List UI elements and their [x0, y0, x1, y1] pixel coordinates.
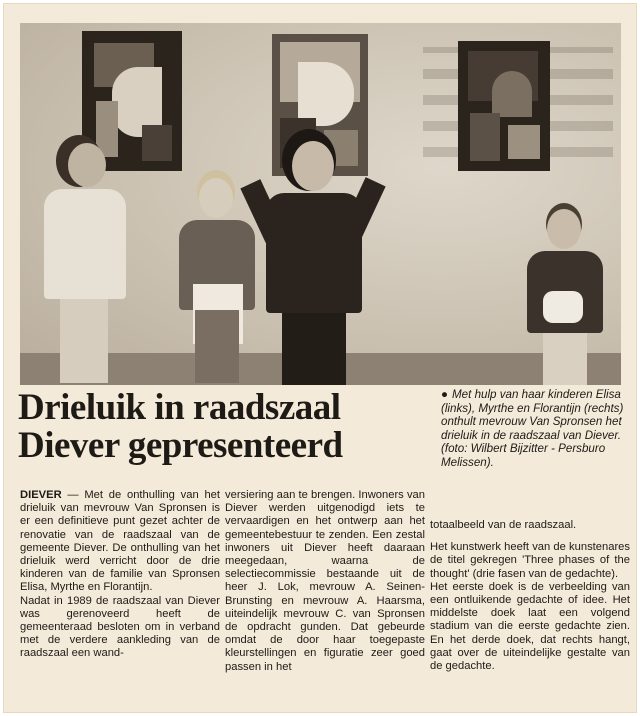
headline-line-2: Diever gepresenteerd — [18, 425, 343, 466]
painting-right — [458, 41, 550, 171]
article-column-3 — [430, 519, 630, 673]
person-head — [292, 141, 334, 191]
person-paper — [543, 291, 583, 323]
person-legs — [195, 310, 239, 383]
person-florantijn — [525, 209, 605, 385]
person-myrthe — [175, 178, 260, 383]
article-paragraph: totaalbeeld van de raadszaal. — [430, 519, 577, 531]
painting-shape — [492, 71, 532, 117]
painting-shape — [508, 125, 540, 159]
article-column-1 — [20, 489, 220, 661]
person-legs — [60, 299, 108, 383]
dateline: DIEVER — [20, 489, 62, 501]
article-photo — [20, 23, 621, 385]
photo-caption — [441, 388, 631, 469]
article-paragraph: versiering aan te brengen. Inwoners van Diever werden uitgenodigd iets te vervaardigen en het ontwerp aan het gemeentebestuur te zenden. Een zestal inwoners uit Diever heeft daaraan meegedaan, waarna de selectiecommissie bestaande uit de heer J. Lok, mevrouw A. Seinen-Brunsting en mevrouw A. Haarsma, uiteindelijk mevrouw C. van Spronsen de opdracht gunden. Dat gebeurde omdat de door haar toegepaste kleurstellingen en figuratie zeer goed passen in het — [225, 489, 425, 673]
painting-shape — [142, 125, 172, 161]
headline-line-1: Drieluik in raadszaal — [18, 387, 341, 428]
article-paragraph: Het kunstwerk heeft van de kunstenares de titel gekregen 'Three phases of the thought' (drie fasen van de gedachte). — [430, 541, 630, 580]
person-legs — [282, 313, 346, 385]
painting-shape — [470, 113, 500, 161]
newspaper-clipping — [3, 3, 637, 713]
article-paragraph: Het eerste doek is de verbeelding van een ontluikende gedachte of idee. Het middelste doek laat een volgend stadium van die eerste gedachte zien. En het derde doek, dat rechts hangt, gaat over de uiteindelijke gestalte van de gedachte. — [430, 580, 630, 673]
caption-text: Met hulp van haar kinderen Elisa (links), Myrthe en Florantijn (rechts) onthult mevrouw Van Spronsen het drieluik in de raadszaal van Diever. (foto: Wilbert Bijzitter - Persburo Melissen). — [441, 388, 624, 469]
person-elisa — [40, 143, 130, 383]
article-headline — [18, 389, 438, 465]
article-paragraph: Nadat in 1989 de raadszaal van Diever was gerenoveerd heeft de gemeenteraad besloten om in verband met de verdere aankleding van de raadszaal een wand- — [20, 594, 220, 660]
person-torso — [44, 189, 126, 299]
caption-bullet-icon: ● — [441, 388, 449, 401]
person-head — [547, 209, 581, 249]
person-head — [199, 178, 233, 218]
article-paragraph — [20, 489, 220, 595]
person-torso — [266, 193, 362, 313]
painting-shape — [298, 62, 354, 126]
paragraph-text: — Met de onthulling van het drieluik van mevrouw Van Spronsen is er een definitieve punt gezet achter de renovatie van de raadszaal van de gemeente Diever. De onthulling van het drieluik werd verricht door de drie kinderen van de familie van Spronsen Elisa, Myrthe en Florantijn. — [20, 489, 220, 594]
person-van-spronsen — [252, 141, 372, 385]
person-legs — [543, 333, 587, 385]
article-column-2 — [225, 489, 425, 674]
person-head — [68, 143, 106, 187]
